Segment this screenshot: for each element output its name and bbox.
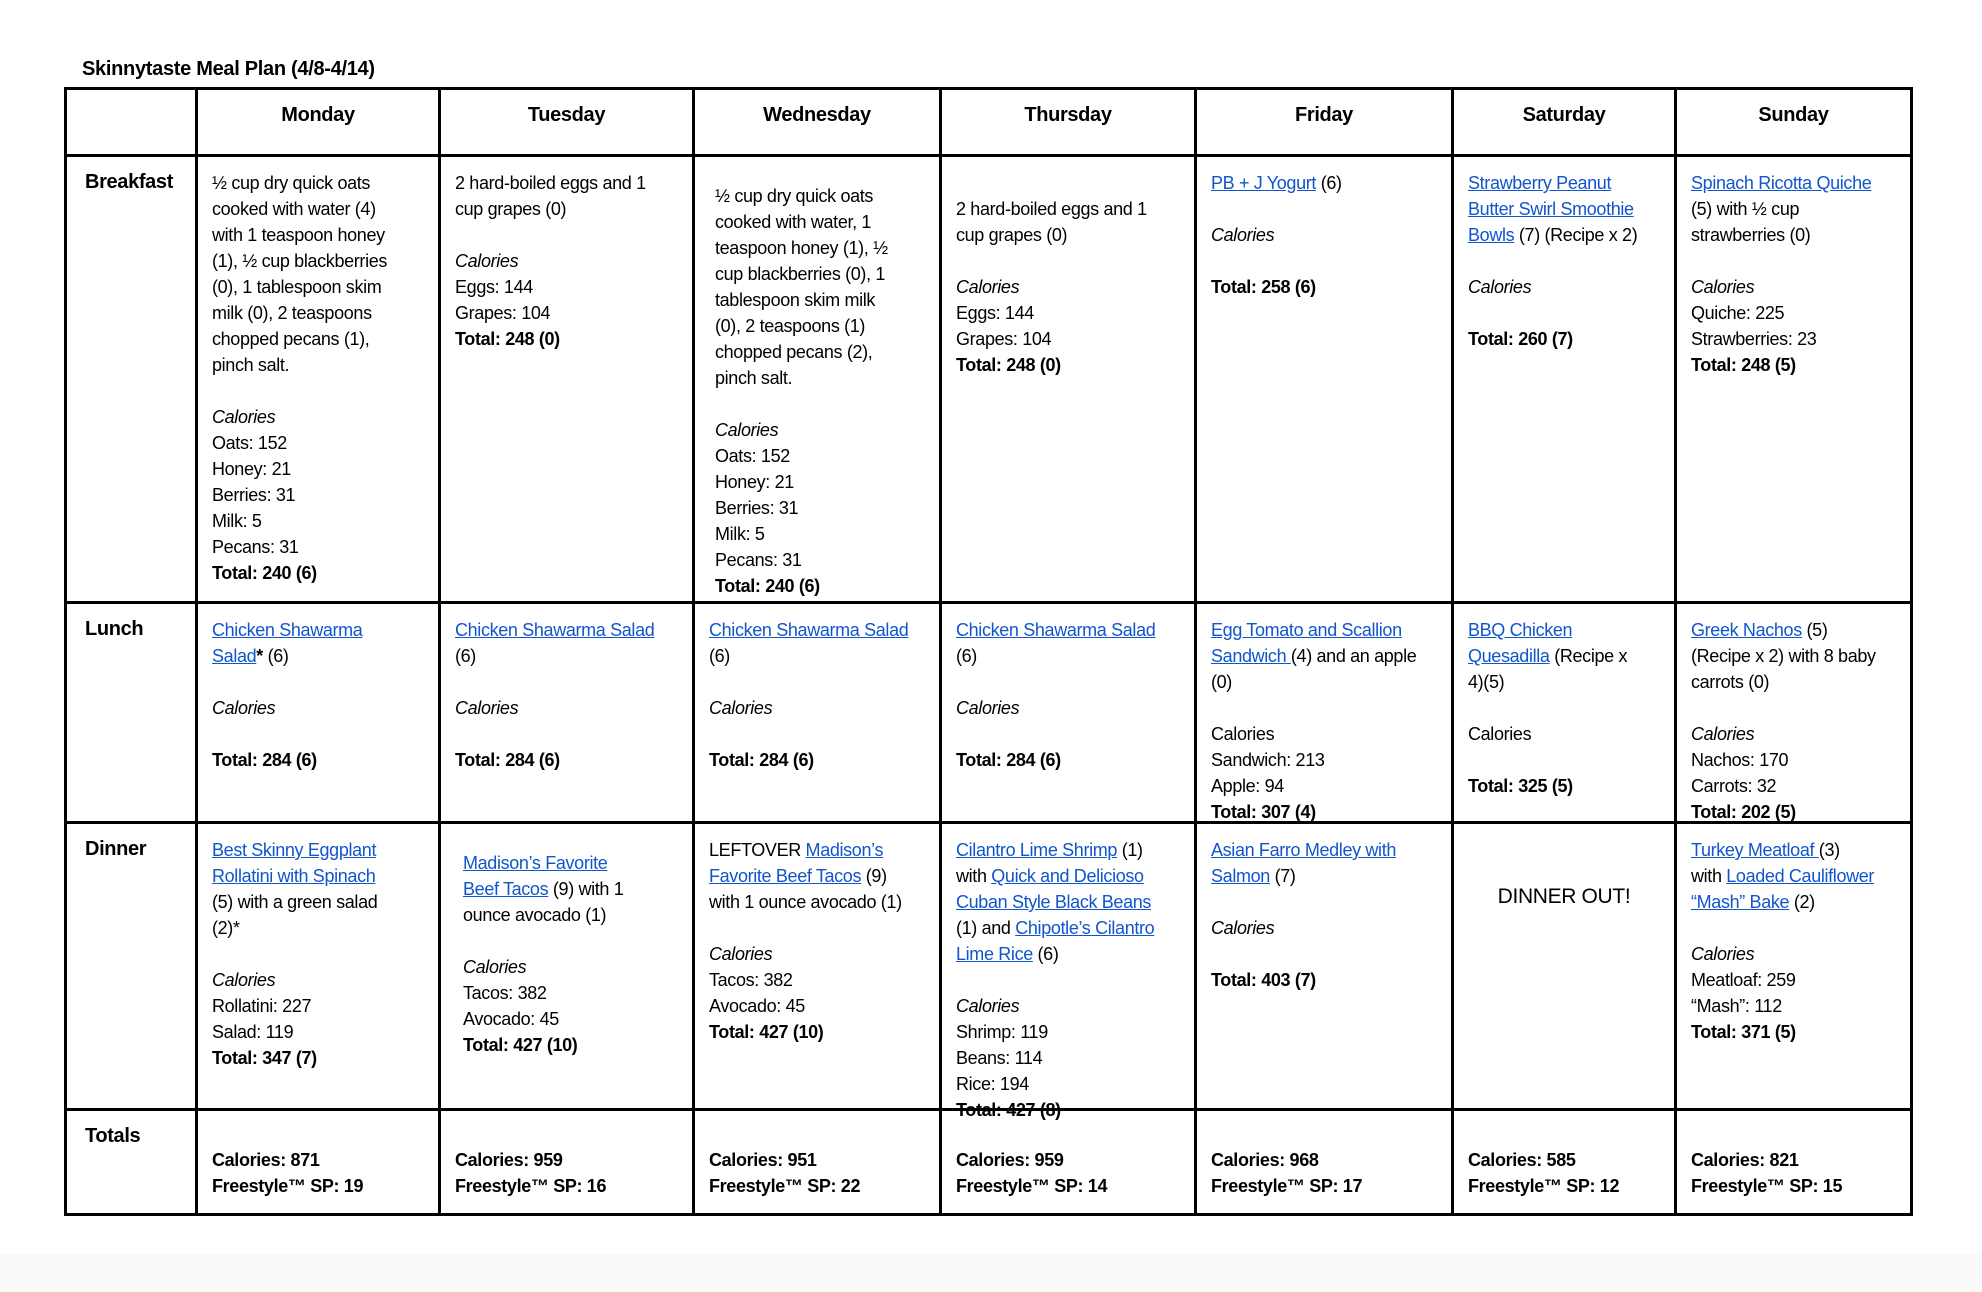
recipe-link-egg-tomato-sandwich[interactable]: Sandwich <box>1211 646 1291 666</box>
row-label-dinner: Dinner <box>85 838 147 860</box>
day-header-saturday: Saturday <box>1522 104 1606 126</box>
meal-description: (0), 2 teaspoons (1) <box>715 316 866 336</box>
dinner-friday <box>1197 824 1451 993</box>
meal-description: with <box>1691 866 1727 886</box>
calorie-item: Pecans: 31 <box>212 537 299 557</box>
lunch-saturday <box>1454 604 1674 799</box>
calories-heading: Calories <box>212 407 276 427</box>
meal-description: (0), 1 tablespoon skim <box>212 277 382 297</box>
recipe-link-eggplant-rollatini[interactable]: Best Skinny Eggplant <box>212 840 377 860</box>
recipe-link-greek-nachos[interactable]: Greek Nachos <box>1691 620 1802 640</box>
recipe-link-eggplant-rollatini[interactable]: Rollatini with Spinach <box>212 866 376 886</box>
calorie-item: “Mash”: 112 <box>1691 996 1782 1016</box>
meal-plan-table <box>64 87 1913 1216</box>
calories-heading: Calories <box>715 420 779 440</box>
points-value: (6) <box>455 646 476 666</box>
meal-description: chopped pecans (1), <box>212 329 370 349</box>
calories-heading: Calories <box>212 698 276 718</box>
meal-total: Total: 248 (0) <box>956 355 1061 375</box>
points-value: 4)(5) <box>1468 672 1505 692</box>
breakfast-thursday <box>942 183 1194 378</box>
meal-description: (9) with 1 <box>548 879 624 899</box>
meal-description: cooked with water, 1 <box>715 212 872 232</box>
meal-total: Total: 248 (0) <box>455 329 560 349</box>
calories-heading: Calories <box>1468 724 1532 744</box>
recipe-link-chicken-shawarma-salad[interactable]: Salad <box>212 646 257 666</box>
recipe-link-turkey-meatloaf[interactable]: Turkey Meatloaf <box>1691 840 1819 860</box>
day-header-monday: Monday <box>281 104 355 126</box>
calorie-item: Eggs: 144 <box>956 303 1034 323</box>
leftover-label: LEFTOVER <box>709 840 806 860</box>
footnote-asterisk: * <box>256 646 263 666</box>
lunch-sunday <box>1677 604 1910 825</box>
calorie-item: Eggs: 144 <box>455 277 533 297</box>
calorie-item: Quiche: 225 <box>1691 303 1785 323</box>
recipe-link-beef-tacos[interactable]: Beef Tacos <box>463 879 549 899</box>
recipe-link-spinach-quiche[interactable]: Spinach Ricotta Quiche <box>1691 173 1872 193</box>
calorie-item: Strawberries: 23 <box>1691 329 1817 349</box>
day-header-thursday: Thursday <box>1024 104 1112 126</box>
meal-description: cooked with water (4) <box>212 199 376 219</box>
calorie-item: Milk: 5 <box>212 511 262 531</box>
dinner-tuesday <box>441 837 692 1058</box>
points-value: (5) <box>1801 620 1828 640</box>
lunch-monday <box>198 604 438 773</box>
calories-heading: Calories <box>956 996 1020 1016</box>
dinner-monday <box>198 824 438 1071</box>
points-value: (6) <box>1032 944 1059 964</box>
meal-description: tablespoon skim milk <box>715 290 876 310</box>
day-header-tuesday: Tuesday <box>527 104 606 126</box>
calorie-item: Shrimp: 119 <box>956 1022 1048 1042</box>
calories-heading: Calories <box>709 698 773 718</box>
meal-description: (5) with a green salad <box>212 892 378 912</box>
daily-smartpoints: Freestyle™ SP: 15 <box>1691 1176 1843 1196</box>
totals-monday <box>198 1134 438 1199</box>
calories-heading: Calories <box>709 944 773 964</box>
calorie-item: Tacos: 382 <box>463 983 547 1003</box>
lunch-friday <box>1197 604 1451 825</box>
meal-total: Total: 347 (7) <box>212 1048 317 1068</box>
calorie-item: Apple: 94 <box>1211 776 1284 796</box>
daily-calories: Calories: 821 <box>1691 1150 1799 1170</box>
calorie-item: Milk: 5 <box>715 524 765 544</box>
daily-calories: Calories: 871 <box>212 1150 320 1170</box>
meal-total: Total: 427 (8) <box>956 1100 1061 1120</box>
recipe-link-egg-tomato-sandwich[interactable]: Egg Tomato and Scallion <box>1211 620 1402 640</box>
recipe-link-cauliflower-mash-bake[interactable]: Loaded Cauliflower <box>1726 866 1875 886</box>
daily-smartpoints: Freestyle™ SP: 22 <box>709 1176 861 1196</box>
meal-total: Total: 284 (6) <box>212 750 317 770</box>
breakfast-wednesday <box>695 170 939 599</box>
meal-description: strawberries (0) <box>1691 225 1811 245</box>
meal-description: (2)* <box>212 918 240 938</box>
calorie-item: Rollatini: 227 <box>212 996 312 1016</box>
meal-total: Total: 284 (6) <box>956 750 1061 770</box>
meal-total: Total: 202 (5) <box>1691 802 1796 822</box>
recipe-link-pbj-yogurt[interactable]: PB + J Yogurt <box>1211 173 1317 193</box>
totals-sunday <box>1677 1134 1910 1199</box>
calorie-item: Oats: 152 <box>212 433 287 453</box>
meal-description: ½ cup dry quick oats <box>715 186 874 206</box>
recipe-link-chicken-shawarma-salad[interactable]: Chicken Shawarma Salad <box>709 620 909 640</box>
calories-heading: Calories <box>1211 918 1275 938</box>
meal-total: Total: 307 (4) <box>1211 802 1316 822</box>
daily-calories: Calories: 959 <box>956 1150 1064 1170</box>
recipe-link-smoothie-bowls[interactable]: Strawberry Peanut <box>1468 173 1612 193</box>
recipe-link-beef-tacos[interactable]: Favorite Beef Tacos <box>709 866 862 886</box>
points-value: (6) <box>1316 173 1342 193</box>
recipe-link-cilantro-lime-rice[interactable]: Lime Rice <box>956 944 1033 964</box>
day-header-wednesday: Wednesday <box>763 104 871 126</box>
meal-description: ½ cup dry quick oats <box>212 173 371 193</box>
calories-heading: Calories <box>1691 944 1755 964</box>
breakfast-monday <box>198 157 438 586</box>
calories-heading: Calories <box>1211 225 1275 245</box>
recipe-link-bbq-chicken-quesadilla[interactable]: BBQ Chicken <box>1468 620 1573 640</box>
breakfast-sunday <box>1677 157 1910 378</box>
calorie-item: Grapes: 104 <box>956 329 1052 349</box>
breakfast-saturday <box>1454 157 1674 352</box>
points-value: (6) <box>262 646 289 666</box>
totals-wednesday <box>695 1134 939 1199</box>
points-value: (1) <box>1117 840 1143 860</box>
calorie-item: Oats: 152 <box>715 446 790 466</box>
meal-description: with 1 ounce avocado (1) <box>709 892 902 912</box>
meal-description: 2 hard-boiled eggs and 1 <box>455 173 646 193</box>
meal-description: (1) and <box>956 918 1016 938</box>
calorie-item: Berries: 31 <box>212 485 296 505</box>
calorie-item: Sandwich: 213 <box>1211 750 1325 770</box>
row-label-lunch: Lunch <box>85 618 144 640</box>
meal-description: ounce avocado (1) <box>463 905 607 925</box>
meal-total: Total: 240 (6) <box>212 563 317 583</box>
calories-heading: Calories <box>1691 724 1755 744</box>
calorie-item: Avocado: 45 <box>463 1009 559 1029</box>
meal-description: 2 hard-boiled eggs and 1 <box>956 199 1147 219</box>
meal-description: cup grapes (0) <box>956 225 1068 245</box>
recipe-link-smoothie-bowls[interactable]: Butter Swirl Smoothie <box>1468 199 1634 219</box>
daily-calories: Calories: 968 <box>1211 1150 1319 1170</box>
calorie-item: Nachos: 170 <box>1691 750 1789 770</box>
calorie-item: Honey: 21 <box>715 472 794 492</box>
row-label-totals: Totals <box>85 1125 141 1147</box>
recipe-link-bbq-chicken-quesadilla[interactable]: Quesadilla <box>1468 646 1550 666</box>
recipe-link-chicken-shawarma-salad[interactable]: Chicken Shawarma Salad <box>956 620 1156 640</box>
daily-smartpoints: Freestyle™ SP: 14 <box>956 1176 1108 1196</box>
calorie-item: Pecans: 31 <box>715 550 802 570</box>
recipe-link-beef-tacos[interactable]: Madison’s <box>805 840 884 860</box>
points-value: (2) <box>1789 892 1815 912</box>
calories-heading: Calories <box>956 698 1020 718</box>
calorie-item: Avocado: 45 <box>709 996 805 1016</box>
calories-heading: Calories <box>1691 277 1755 297</box>
meal-total: Total: 403 (7) <box>1211 970 1316 990</box>
recipe-link-chicken-shawarma-salad[interactable]: Chicken Shawarma <box>212 620 363 640</box>
calorie-item: Berries: 31 <box>715 498 799 518</box>
calories-heading: Calories <box>956 277 1020 297</box>
meal-description: with <box>956 866 992 886</box>
dinner-saturday-note: DINNER OUT! <box>1497 885 1631 908</box>
meal-description: milk (0), 2 teaspoons <box>212 303 372 323</box>
page-bottom-band <box>0 1254 1982 1292</box>
recipe-link-asian-farro-salmon[interactable]: Salmon <box>1211 866 1270 886</box>
meal-description: (Recipe x <box>1549 646 1628 666</box>
meal-description: (Recipe x 2) with 8 baby <box>1691 646 1876 666</box>
meal-description: cup blackberries (0), 1 <box>715 264 886 284</box>
calorie-item: Rice: 194 <box>956 1074 1029 1094</box>
points-value: (7) (Recipe x 2) <box>1514 225 1638 245</box>
meal-total: Total: 284 (6) <box>455 750 560 770</box>
points-value: (9) <box>861 866 887 886</box>
daily-smartpoints: Freestyle™ SP: 12 <box>1468 1176 1620 1196</box>
day-header-friday: Friday <box>1295 104 1353 126</box>
calorie-item: Salad: 119 <box>212 1022 294 1042</box>
table-border-right <box>1910 87 1913 1216</box>
breakfast-friday <box>1197 157 1451 300</box>
recipe-link-cuban-black-beans[interactable]: Quick and Delicioso <box>991 866 1144 886</box>
calorie-item: Tacos: 382 <box>709 970 793 990</box>
lunch-wednesday <box>695 604 939 773</box>
meal-description: (5) with ½ cup <box>1691 199 1800 219</box>
day-header-sunday: Sunday <box>1758 104 1829 126</box>
breakfast-tuesday <box>441 157 692 352</box>
calories-heading: Calories <box>1468 277 1532 297</box>
recipe-link-beef-tacos[interactable]: Madison’s Favorite <box>463 853 608 873</box>
totals-tuesday <box>441 1134 692 1199</box>
calorie-item: Meatloaf: 259 <box>1691 970 1796 990</box>
daily-smartpoints: Freestyle™ SP: 16 <box>455 1176 607 1196</box>
daily-calories: Calories: 585 <box>1468 1150 1576 1170</box>
recipe-link-chicken-shawarma-salad[interactable]: Chicken Shawarma Salad <box>455 620 655 640</box>
calories-heading: Calories <box>463 957 527 977</box>
calories-heading: Calories <box>455 698 519 718</box>
calorie-item: Carrots: 32 <box>1691 776 1777 796</box>
meal-total: Total: 260 (7) <box>1468 329 1573 349</box>
calorie-item: Honey: 21 <box>212 459 291 479</box>
meal-total: Total: 240 (6) <box>715 576 820 596</box>
totals-friday <box>1197 1134 1451 1199</box>
recipe-link-cuban-black-beans[interactable]: Cuban Style Black Beans <box>956 892 1152 912</box>
meal-description: (1), ½ cup blackberries <box>212 251 388 271</box>
meal-total: Total: 427 (10) <box>709 1022 824 1042</box>
table-border-bottom <box>64 1213 1913 1216</box>
calories-heading: Calories <box>455 251 519 271</box>
meal-description: (4) and an apple <box>1290 646 1417 666</box>
calorie-item: Beans: 114 <box>956 1048 1043 1068</box>
dinner-sunday <box>1677 824 1910 1045</box>
totals-saturday <box>1454 1134 1674 1199</box>
daily-calories: Calories: 951 <box>709 1150 817 1170</box>
recipe-link-smoothie-bowls[interactable]: Bowls <box>1468 225 1515 245</box>
dinner-thursday <box>942 824 1194 1123</box>
calories-heading: Calories <box>1211 724 1275 744</box>
daily-smartpoints: Freestyle™ SP: 19 <box>212 1176 364 1196</box>
calories-heading: Calories <box>212 970 276 990</box>
points-value: (7) <box>1269 866 1296 886</box>
lunch-tuesday <box>441 604 692 773</box>
points-value: (3) <box>1818 840 1840 860</box>
meal-total: Total: 284 (6) <box>709 750 814 770</box>
meal-description: teaspoon honey (1), ½ <box>715 238 888 258</box>
daily-calories: Calories: 959 <box>455 1150 563 1170</box>
recipe-link-cauliflower-mash-bake[interactable]: “Mash” Bake <box>1691 892 1790 912</box>
meal-description: with 1 teaspoon honey <box>212 225 385 245</box>
meal-description: (0) <box>1211 672 1232 692</box>
meal-description: pinch salt. <box>715 368 793 388</box>
row-label-breakfast: Breakfast <box>85 171 174 193</box>
lunch-thursday <box>942 604 1194 773</box>
meal-total: Total: 258 (6) <box>1211 277 1316 297</box>
recipe-link-cilantro-lime-rice[interactable]: Chipotle’s Cilantro <box>1015 918 1155 938</box>
meal-description: pinch salt. <box>212 355 290 375</box>
recipe-link-asian-farro-salmon[interactable]: Asian Farro Medley with <box>1211 840 1397 860</box>
meal-description: cup grapes (0) <box>455 199 567 219</box>
page-title: Skinnytaste Meal Plan (4/8-4/14) <box>82 58 375 80</box>
meal-description: carrots (0) <box>1691 672 1770 692</box>
meal-total: Total: 325 (5) <box>1468 776 1573 796</box>
dinner-wednesday <box>695 824 939 1045</box>
points-value: (6) <box>709 646 730 666</box>
meal-total: Total: 427 (10) <box>463 1035 578 1055</box>
recipe-link-cilantro-lime-shrimp[interactable]: Cilantro Lime Shrimp <box>956 840 1118 860</box>
daily-smartpoints: Freestyle™ SP: 17 <box>1211 1176 1363 1196</box>
meal-total: Total: 371 (5) <box>1691 1022 1796 1042</box>
meal-description: chopped pecans (2), <box>715 342 873 362</box>
calorie-item: Grapes: 104 <box>455 303 551 323</box>
table-border-left <box>64 87 67 1216</box>
meal-total: Total: 248 (5) <box>1691 355 1796 375</box>
totals-thursday <box>942 1134 1194 1199</box>
points-value: (6) <box>956 646 977 666</box>
